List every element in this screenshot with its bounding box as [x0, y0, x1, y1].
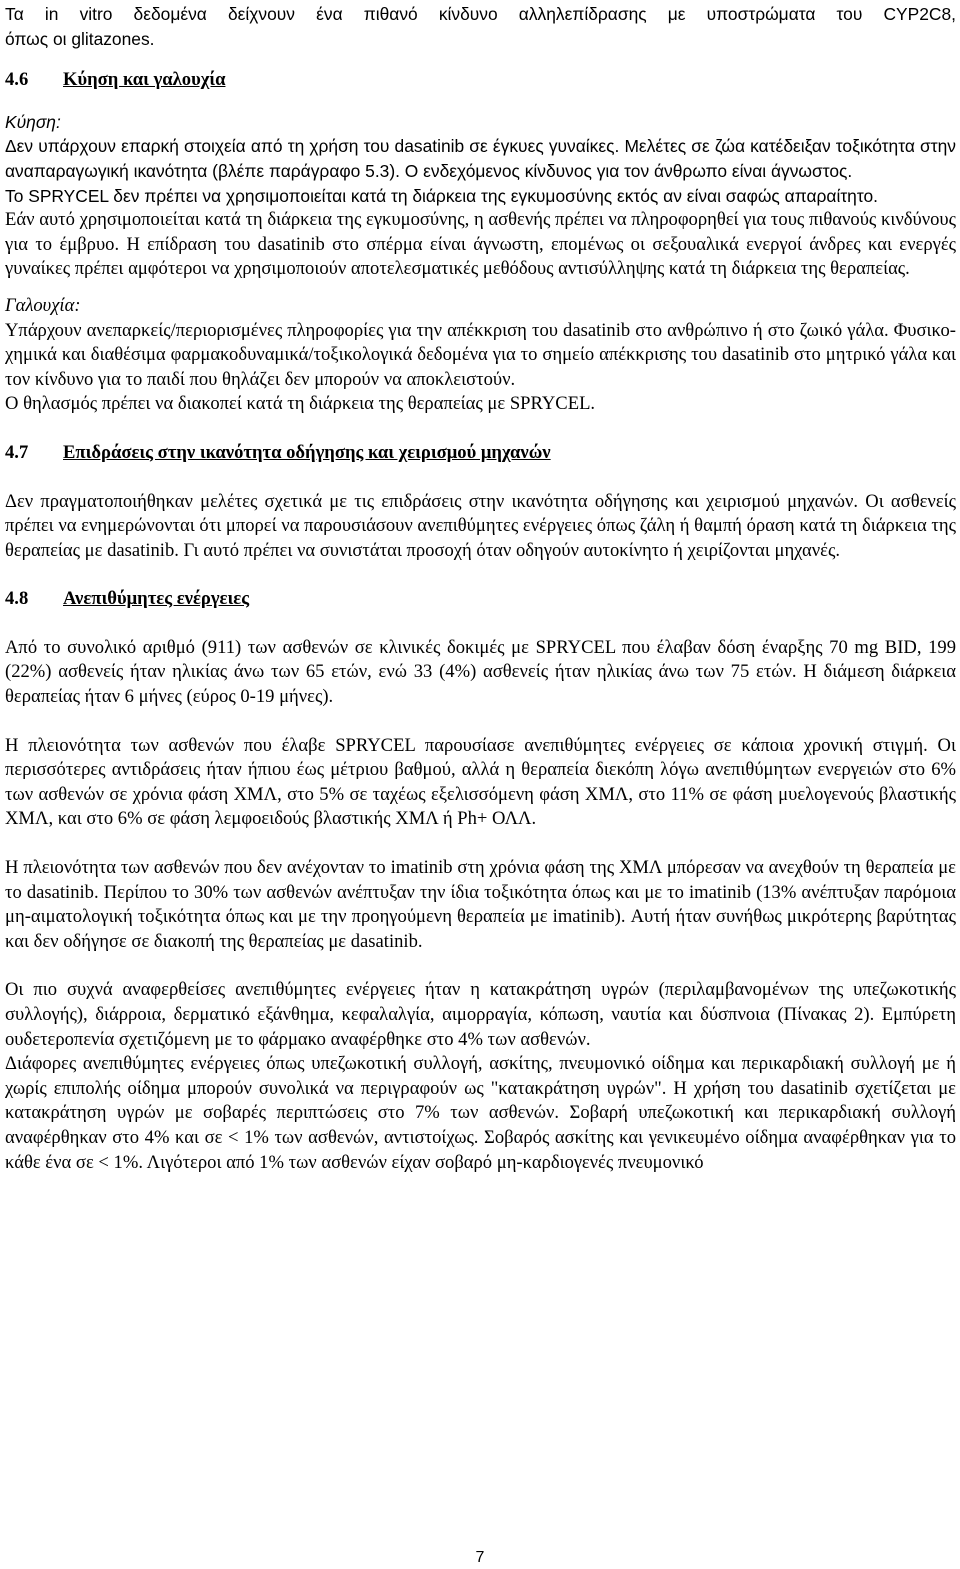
section-number: 4.8 [5, 588, 29, 610]
lactation-paragraph: Υπάρχουν ανεπαρκείς/περιορισμένες πληροφορίες για την απέκκριση του dasatinib στο ανθρώπινο ή στο ζωικό γάλα. Φυσικο-χημικά και διαθέσιμα φαρμακοδυναμικά/τοξικολογικά δεδομένα για το σημείο απέκκρισης του dasatinib στο μητρικό γάλα και τον κίνδυνο για το παιδί που θηλάζει δεν μπορούν να αποκλειστούν. [5, 319, 956, 390]
pregnancy-label: Κύηση: [5, 111, 61, 132]
pregnancy-use-paragraph: Το SPRYCEL δεν πρέπει να χρησιμοποιείται κατά τη διάρκεια της εγκυμοσύνης εκτός αν είναι σαφώς απαραίτητο. [5, 185, 878, 206]
section-number: 4.6 [5, 69, 29, 91]
section-heading-4-8 [5, 587, 956, 612]
pregnancy-paragraph: Δεν υπάρχουν επαρκή στοιχεία από τη χρήση του dasatinib σε έγκυες γυναίκες. Μελέτες σε ζώα κατέδειξαν τοξικότητα στην αναπαραγωγική ικανότητα (βλέπε παράγραφο 5.3). Ο ενδεχόμενος κίνδυνος για τον άνθρωπο είναι άγνωστος. [5, 136, 956, 181]
page-number: 7 [475, 1549, 485, 1566]
section-title: Κύηση και γαλουχία [63, 69, 226, 91]
adverse-discontinuation-paragraph: Η πλειονότητα των ασθενών που έλαβε SPRYCEL παρουσίασε ανεπιθύμητες ενέργειες σε κάποια χρονική στιγμή. Οι περισσότερες αντιδράσεις ήταν ήπιου έως μέτριου βαθμού, αλλά η θεραπεία διεκόπη λόγω ανεπιθύμητων ενεργειών στο 6% των ασθενών σε χρόνια φάση ΧΜΛ, στο 5% σε ταχέως εξελισσόμενη φάση ΧΜΛ, στο 11% σε φάση μυελογενούς βλαστικής ΧΜΛ, και στο 6% σε φάση λεμφοειδούς βλαστικής ΧΜΛ ή Ph+ ΟΛΛ. [5, 734, 956, 830]
pregnancy-risk-paragraph: Εάν αυτό χρησιμοποιείται κατά τη διάρκεια της εγκυμοσύνης, η ασθενής πρέπει να πληροφορηθεί για τους πιθανούς κινδύνους για το έμβρυο. Η επίδραση του dasatinib στο σπέρμα είναι άγνωστη, επομένως οι σεξουαλικά ενεργοί άνδρες και ενεργές γυναίκες πρέπει αμφότεροι να χρησιμοποιούν αποτελεσματικές μεθόδους αντισύλληψης κατά τη διάρκεια της θεραπείας. [5, 209, 956, 280]
breastfeeding-paragraph: Ο θηλασμός πρέπει να διακοπεί κατά τη διάρκεια της θεραπείας με SPRYCEL. [5, 393, 596, 415]
section-heading-4-7 [5, 441, 956, 466]
section-title: Ανεπιθύμητες ενέργειες [63, 588, 250, 610]
lead-line-2: όπως οι glitazones. [5, 28, 155, 49]
section-number: 4.7 [5, 441, 29, 463]
lead-line-1: Τα in vitro δεδομένα δείχνουν ένα πιθανό κίνδυνο αλληλεπίδρασης με υποστρώματα του CYP2C8, [5, 4, 956, 24]
section-title: Επιδράσεις στην ικανότητα οδήγησης και χειρισμού μηχανών [63, 441, 551, 463]
imatinib-intolerance-paragraph: Η πλειονότητα των ασθενών που δεν ανέχονταν το imatinib στη χρόνια φάση της ΧΜΛ μπόρεσαν να ανεχθούν τη θεραπεία με το dasatinib. Περίπου το 30% των ασθενών ανέπτυξαν την ίδια τοξικότητα όπως και με το imatinib (13% ανέπτυξαν παρόμοια μη-αιματολογική τοξικότητα όπως και με την προηγούμενη θεραπεία με imatinib). Αυτή ήταν συνήθως μικρότερης βαρύτητας και δεν οδήγησε σε διακοπή της θεραπείας με dasatinib. [5, 857, 956, 952]
lactation-label: Γαλουχία: [5, 294, 81, 316]
fluid-retention-paragraph: Διάφορες ανεπιθύμητες ενέργειες όπως υπεζωκοτική συλλογή, ασκίτης, πνευμονικό οίδημα και περικαρδιακή συλλογή με ή χωρίς επιπολής οίδημα μπορούν συνολικά να περιγραφούν ως "κατακράτηση υγρών". Η χρήση του dasatinib σχετίζεται με κατακράτηση υγρών με σοβαρές περιπτώσεις στο 7% των ασθενών. Σοβαρή υπεζωκοτική και περικαρδιακή συλλογή αναφέρθηκαν στο 4% και σε < 1% των ασθενών, αντιστοίχως. Σοβαρός ασκίτης και γενικευμένο οίδημα αναφέρθηκαν για το κάθε ένα σε < 1%. Λιγότεροι από 1% των ασθενών είχαν σοβαρό μη-καρδιογενές πνευμονικό [5, 1053, 956, 1173]
section-heading-4-6 [5, 68, 956, 93]
common-reactions-paragraph: Οι πιο συχνά αναφερθείσες ανεπιθύμητες ενέργειες ήταν η κατακράτηση υγρών (περιλαμβανομένων της υπεζωκοτικής συλλογής), διάρροια, δερματικό εξάνθημα, κεφαλαλγία, αιμορραγία, κόπωση, ναυτία και δύσπνοια (Πίνακας 2). Εμπύρετη ουδετεροπενία σχετιζόμενη με το φάρμακο αναφέρθηκε στο 4% των ασθενών. [5, 979, 956, 1050]
adverse-population-paragraph: Από το συνολικό αριθμό (911) των ασθενών σε κλινικές δοκιμές με SPRYCEL που έλαβαν δόση έναρξης 70 mg BID, 199 (22%) ασθενείς ήταν ηλικίας άνω των 65 ετών, ενώ 33 (4%) ασθενείς ήταν ηλικίας άνω των 75 ετών. Η διάμεση διάρκεια θεραπείας ήταν 6 μήνες (εύρος 0-19 μήνες). [5, 636, 956, 708]
document-page [0, 2, 960, 1175]
driving-paragraph: Δεν πραγματοποιήθηκαν μελέτες σχετικά με τις επιδράσεις στην ικανότητα οδήγησης και χειρισμού μηχανών. Οι ασθενείς πρέπει να ενημερώνονται ότι μπορεί να παρουσιάσουν ανεπιθύμητες ενέργειες όπως ζάλη ή θαμπή όραση κατά τη διάρκεια της θεραπείας με dasatinib. Γι αυτό πρέπει να συνιστάται προσοχή όταν οδηγούν αυτοκίνητο ή χειρίζονται μηχανές. [5, 490, 956, 561]
